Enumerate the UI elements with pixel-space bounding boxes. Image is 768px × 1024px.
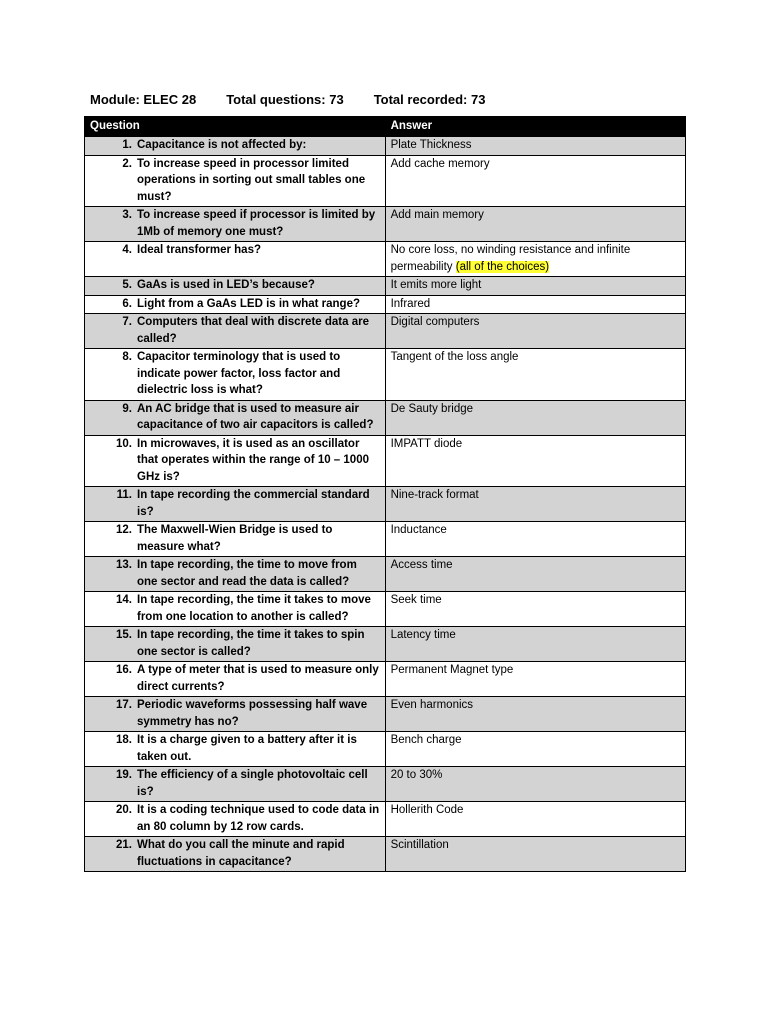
answer-cell xyxy=(385,137,685,156)
question-number: 3. xyxy=(122,209,132,221)
question-number: 4. xyxy=(122,244,132,256)
question-cell xyxy=(85,137,386,156)
question-text: To increase speed if processor is limited by 1Mb of memory one must? xyxy=(137,209,376,238)
table-row xyxy=(85,400,686,435)
answer-cell xyxy=(385,557,685,592)
question-number: 5. xyxy=(122,279,132,291)
question-column-header: Question xyxy=(85,117,386,137)
answer-text: Plate Thickness xyxy=(390,139,472,151)
question-text: It is a charge given to a battery after it is taken out. xyxy=(137,734,357,763)
table-row xyxy=(85,732,686,767)
table-row xyxy=(85,435,686,487)
question-text: Capacitance is not affected by: xyxy=(137,139,307,151)
answer-text: Inductance xyxy=(390,524,447,536)
table-row xyxy=(85,627,686,662)
table-row xyxy=(85,487,686,522)
question-cell xyxy=(85,732,386,767)
question-text: To increase speed in processor limited operations in sorting out small tables one must? xyxy=(137,157,366,203)
question-cell xyxy=(85,314,386,349)
question-text: In tape recording, the time it takes to spin one sector is called? xyxy=(137,629,365,658)
answer-cell xyxy=(385,242,685,277)
answer-cell xyxy=(385,627,685,662)
answer-text: Bench charge xyxy=(390,734,462,746)
question-number: 1. xyxy=(122,139,132,151)
question-text: Ideal transformer has? xyxy=(137,244,261,256)
question-cell xyxy=(85,487,386,522)
question-cell xyxy=(85,349,386,401)
answer-cell xyxy=(385,295,685,314)
answer-text: Hollerith Code xyxy=(390,804,464,816)
table-row xyxy=(85,155,686,207)
table-row xyxy=(85,277,686,296)
answer-cell xyxy=(385,435,685,487)
table-row xyxy=(85,522,686,557)
answer-cell xyxy=(385,837,685,872)
table-row xyxy=(85,767,686,802)
table-row xyxy=(85,349,686,401)
answer-cell xyxy=(385,732,685,767)
question-cell xyxy=(85,207,386,242)
question-number: 13. xyxy=(116,559,132,571)
question-cell xyxy=(85,435,386,487)
answer-cell xyxy=(385,487,685,522)
answer-cell xyxy=(385,277,685,296)
table-row xyxy=(85,697,686,732)
answer-text: Latency time xyxy=(390,629,456,641)
question-cell xyxy=(85,295,386,314)
question-cell xyxy=(85,277,386,296)
table-row xyxy=(85,242,686,277)
table-row xyxy=(85,557,686,592)
question-text: An AC bridge that is used to measure air capacitance of two air capacitors is called? xyxy=(137,402,374,431)
answer-cell xyxy=(385,767,685,802)
answer-cell xyxy=(385,349,685,401)
answer-cell xyxy=(385,662,685,697)
answer-cell xyxy=(385,207,685,242)
question-text: In microwaves, it is used as an oscillator that operates within the range of 10 – 1000 GHz is? xyxy=(137,437,369,483)
question-text: The efficiency of a single photovoltaic cell is? xyxy=(137,769,368,798)
document-header xyxy=(90,92,515,107)
question-cell xyxy=(85,557,386,592)
question-number: 6. xyxy=(122,297,132,310)
question-text: Light from a GaAs LED is in what range? xyxy=(137,297,360,310)
question-number: 18. xyxy=(116,734,132,746)
answer-text: Nine-track format xyxy=(390,489,479,501)
question-number: 19. xyxy=(116,769,132,781)
question-cell xyxy=(85,522,386,557)
question-cell xyxy=(85,697,386,732)
question-text: Periodic waveforms possessing half wave symmetry has no? xyxy=(137,699,368,728)
table-row xyxy=(85,837,686,872)
question-cell xyxy=(85,155,386,207)
answer-text: Permanent Magnet type xyxy=(390,664,514,676)
question-number: 12. xyxy=(116,524,132,536)
table-row xyxy=(85,207,686,242)
question-number: 20. xyxy=(116,804,132,816)
answer-text: De Sauty bridge xyxy=(390,402,474,415)
question-text: It is a coding technique used to code data in an 80 column by 12 row cards. xyxy=(137,804,380,833)
answer-text: IMPATT diode xyxy=(390,437,463,450)
question-cell xyxy=(85,837,386,872)
answer-text: Scintillation xyxy=(390,839,449,851)
question-number: 21. xyxy=(116,839,132,851)
answer-cell xyxy=(385,314,685,349)
question-number: 2. xyxy=(122,157,132,170)
question-text: In tape recording, the time to move from one sector and read the data is called? xyxy=(137,559,357,588)
answer-text: No core loss, no winding resistance and infinite permeability xyxy=(390,244,631,273)
table-row xyxy=(85,802,686,837)
question-cell xyxy=(85,802,386,837)
question-text: A type of meter that is used to measure only direct currents? xyxy=(137,664,379,693)
answer-highlight: (all of the choices) xyxy=(455,260,550,273)
answer-cell xyxy=(385,592,685,627)
question-number: 17. xyxy=(116,699,132,711)
question-cell xyxy=(85,767,386,802)
answer-text: Tangent of the loss angle xyxy=(390,351,519,363)
answer-text: Infrared xyxy=(390,297,431,310)
question-cell xyxy=(85,627,386,662)
question-cell xyxy=(85,242,386,277)
table-body xyxy=(85,137,686,872)
question-text: What do you call the minute and rapid fluctuations in capacitance? xyxy=(137,839,345,868)
answer-cell xyxy=(385,802,685,837)
answer-text: Even harmonics xyxy=(390,699,474,711)
answer-text: Access time xyxy=(390,559,453,571)
total-recorded-label: Total recorded: 73 xyxy=(373,92,486,107)
question-number: 7. xyxy=(122,316,132,328)
answer-cell xyxy=(385,522,685,557)
question-cell xyxy=(85,592,386,627)
answer-text: It emits more light xyxy=(390,279,482,291)
question-number: 10. xyxy=(116,437,132,450)
question-number: 14. xyxy=(116,594,132,606)
question-cell xyxy=(85,662,386,697)
question-number: 15. xyxy=(116,629,132,641)
answer-cell xyxy=(385,155,685,207)
answer-cell xyxy=(385,400,685,435)
question-text: The Maxwell-Wien Bridge is used to measure what? xyxy=(137,524,333,553)
answer-text: Add main memory xyxy=(390,209,484,221)
table-row xyxy=(85,295,686,314)
question-text: GaAs is used in LED’s because? xyxy=(137,279,315,291)
question-text: Computers that deal with discrete data are called? xyxy=(137,316,369,345)
question-text: In tape recording, the time it takes to move from one location to another is called? xyxy=(137,594,371,623)
answer-text: Seek time xyxy=(390,594,442,606)
total-questions-label: Total questions: 73 xyxy=(226,92,344,107)
question-number: 11. xyxy=(116,489,132,501)
question-text: Capacitor terminology that is used to indicate power factor, loss factor and dielectric loss is what? xyxy=(137,351,341,396)
table-row xyxy=(85,137,686,156)
qa-table xyxy=(84,116,686,872)
answer-text: Add cache memory xyxy=(390,157,490,170)
question-number: 8. xyxy=(122,351,132,363)
answer-text: 20 to 30% xyxy=(390,769,443,781)
question-number: 9. xyxy=(122,402,132,415)
answer-column-header: Answer xyxy=(385,117,685,137)
question-cell xyxy=(85,400,386,435)
answer-text: Digital computers xyxy=(390,316,480,328)
table-row xyxy=(85,314,686,349)
table-row xyxy=(85,662,686,697)
question-text: In tape recording the commercial standard is? xyxy=(137,489,370,518)
table-header-row xyxy=(85,117,686,137)
module-label: Module: ELEC 28 xyxy=(90,92,197,107)
table-row xyxy=(85,592,686,627)
question-number: 16. xyxy=(116,664,132,676)
answer-cell xyxy=(385,697,685,732)
